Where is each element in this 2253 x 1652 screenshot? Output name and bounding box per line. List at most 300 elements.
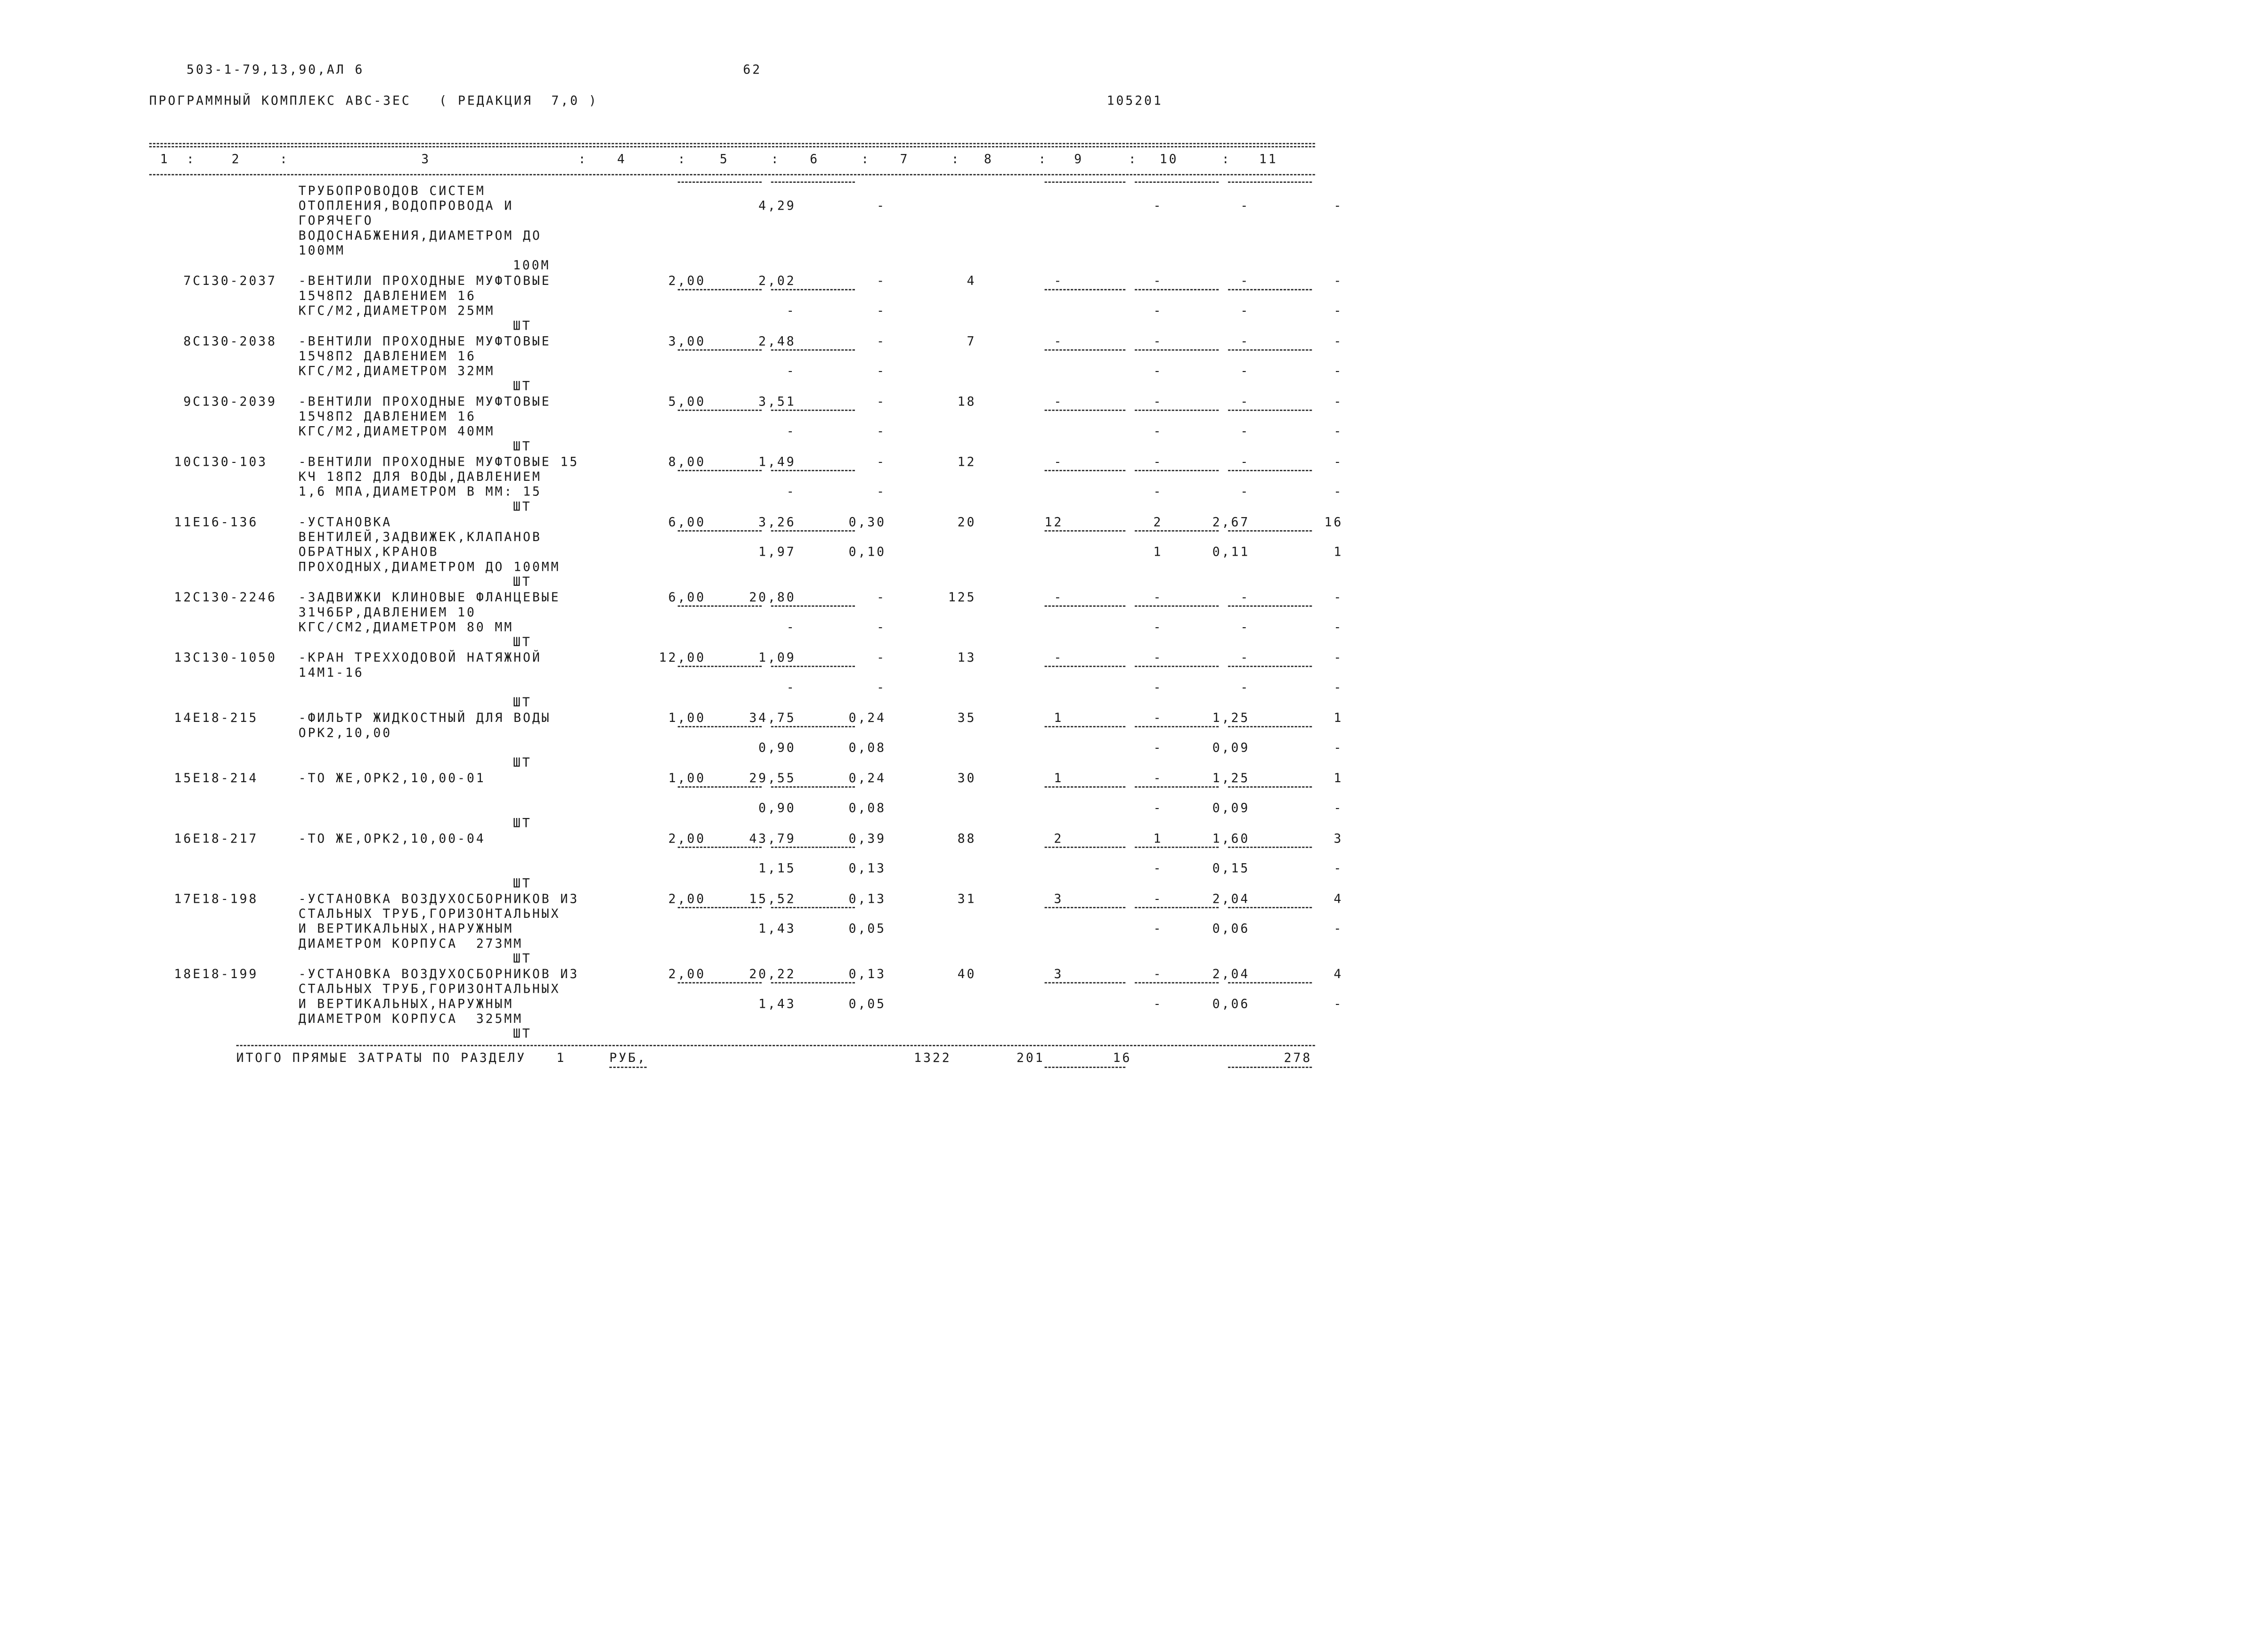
sub-rule bbox=[1045, 410, 1126, 411]
value-c10: 2,67 bbox=[1212, 515, 1250, 529]
value-c5: 43,79 bbox=[749, 831, 796, 846]
value-c6-second: 0,13 bbox=[848, 861, 887, 876]
value-c9-second: - bbox=[1153, 801, 1163, 816]
row-description-line: 15Ч8П2 ДАВЛЕНИЕМ 16 bbox=[298, 289, 476, 303]
row-description-line: ГОРЯЧЕГО bbox=[298, 213, 374, 228]
value-c11: - bbox=[1334, 198, 1343, 213]
column-header-2: 2 bbox=[231, 152, 241, 167]
sub-rule bbox=[1135, 907, 1219, 908]
value-c11: - bbox=[1334, 334, 1343, 348]
value-c11-second: - bbox=[1334, 740, 1343, 755]
value-c4: 5,00 bbox=[668, 394, 706, 409]
value-c10-second: 0,15 bbox=[1212, 861, 1250, 876]
column-header-4: 4 bbox=[617, 152, 626, 167]
sub-rule bbox=[1045, 530, 1126, 532]
column-header-10: 10 bbox=[1159, 152, 1179, 167]
value-c6-second: - bbox=[877, 680, 887, 695]
sub-rule bbox=[771, 786, 855, 788]
row-number: 7 bbox=[183, 274, 193, 288]
value-c5: 2,48 bbox=[758, 334, 796, 348]
value-c5-second: - bbox=[786, 303, 796, 318]
total-c7: 1322 bbox=[914, 1051, 952, 1065]
value-c10-second: - bbox=[1240, 680, 1250, 695]
value-c8: - bbox=[1054, 274, 1064, 288]
row-description-line: СТАЛЬНЫХ ТРУБ,ГОРИЗОНТАЛЬНЫХ bbox=[298, 907, 561, 921]
row-description-line: ДИАМЕТРОМ КОРПУСА 325ММ bbox=[298, 1012, 523, 1026]
value-c6-second: 0,10 bbox=[848, 544, 887, 559]
program-title: ПРОГРАММНЫЙ КОМПЛЕКС АВС-3ЕС ( РЕДАКЦИЯ 7,0 ) bbox=[149, 93, 598, 108]
row-number: 8 bbox=[183, 334, 193, 348]
value-c10: - bbox=[1240, 650, 1250, 665]
unit-label: ШТ bbox=[513, 1026, 532, 1041]
value-c10-second: 0,09 bbox=[1212, 740, 1250, 755]
value-c10: - bbox=[1240, 334, 1250, 348]
value-c4: 1,00 bbox=[668, 711, 706, 725]
total-rule bbox=[236, 1045, 1315, 1046]
row-description-line: -УСТАНОВКА bbox=[298, 515, 392, 529]
column-separator: : bbox=[187, 152, 196, 167]
value-c10: 1,25 bbox=[1212, 711, 1250, 725]
row-number: 15 bbox=[174, 771, 193, 786]
row-code: С130-103 bbox=[193, 454, 268, 469]
column-header-5: 5 bbox=[719, 152, 729, 167]
row-code: Е16-136 bbox=[193, 515, 259, 529]
unit-label: ШТ bbox=[513, 499, 532, 514]
value-c5: 3,51 bbox=[758, 394, 796, 409]
value-c10: - bbox=[1240, 198, 1250, 213]
column-header-1: 1 bbox=[160, 152, 170, 167]
row-description-line: -ВЕНТИЛИ ПРОХОДНЫЕ МУФТОВЫЕ bbox=[298, 334, 551, 348]
row-number: 12 bbox=[174, 590, 193, 605]
row-description-line: 15Ч8П2 ДАВЛЕНИЕМ 16 bbox=[298, 349, 476, 364]
unit-label: ШТ bbox=[513, 951, 532, 966]
row-description-line: -ТО ЖЕ,ОРК2,10,00-04 bbox=[298, 831, 486, 846]
sub-rule bbox=[771, 349, 855, 351]
value-c9-second: 1 bbox=[1153, 544, 1163, 559]
sub-rule bbox=[1045, 606, 1126, 607]
row-description-line: 15Ч8П2 ДАВЛЕНИЕМ 16 bbox=[298, 409, 476, 424]
value-c10-second: 0,06 bbox=[1212, 996, 1250, 1011]
unit-label: ШТ bbox=[513, 876, 532, 891]
value-c9: - bbox=[1153, 650, 1163, 665]
sub-rule bbox=[678, 181, 762, 183]
value-c11-second: - bbox=[1334, 424, 1343, 439]
value-c7: 18 bbox=[957, 394, 976, 409]
sub-rule bbox=[1135, 470, 1219, 471]
row-code: Е18-198 bbox=[193, 891, 259, 906]
sub-rule bbox=[1135, 982, 1219, 984]
row-description-line: ОБРАТНЫХ,КРАНОВ bbox=[298, 544, 439, 559]
value-c9-second: - bbox=[1153, 620, 1163, 635]
value-c5: 3,26 bbox=[758, 515, 796, 529]
sub-rule bbox=[678, 470, 762, 471]
value-c6-second: 0,08 bbox=[848, 740, 887, 755]
row-number: 13 bbox=[174, 650, 193, 665]
value-c11: - bbox=[1334, 590, 1343, 605]
value-c6-second: 0,08 bbox=[848, 801, 887, 816]
sub-rule bbox=[678, 847, 762, 848]
row-description-line: -УСТАНОВКА ВОЗДУХОСБОРНИКОВ ИЗ bbox=[298, 967, 579, 981]
value-c8: 1 bbox=[1054, 711, 1064, 725]
row-number: 18 bbox=[174, 967, 193, 981]
value-c11-second: 1 bbox=[1334, 544, 1343, 559]
total-underline bbox=[1045, 1067, 1126, 1068]
value-c9: - bbox=[1153, 771, 1163, 786]
row-code: Е18-217 bbox=[193, 831, 259, 846]
value-c10: - bbox=[1240, 394, 1250, 409]
row-description-line: СТАЛЬНЫХ ТРУБ,ГОРИЗОНТАЛЬНЫХ bbox=[298, 981, 561, 996]
value-c6-second: 0,05 bbox=[848, 921, 887, 936]
column-separator: : bbox=[1221, 152, 1231, 167]
value-c9: - bbox=[1153, 967, 1163, 981]
total-c8: 201 bbox=[1017, 1051, 1045, 1065]
sub-rule bbox=[678, 289, 762, 291]
value-c10-second: - bbox=[1240, 484, 1250, 499]
row-description-line: КГС/М2,ДИАМЕТРОМ 25ММ bbox=[298, 303, 495, 318]
value-c8: 3 bbox=[1054, 967, 1064, 981]
value-c5: 34,75 bbox=[749, 711, 796, 725]
row-description-line: -ВЕНТИЛИ ПРОХОДНЫЕ МУФТОВЫЕ bbox=[298, 274, 551, 288]
value-c11: - bbox=[1334, 274, 1343, 288]
value-c6: 0,13 bbox=[848, 967, 887, 981]
value-c9-second: - bbox=[1153, 484, 1163, 499]
sub-rule bbox=[771, 907, 855, 908]
value-c4: 12,00 bbox=[659, 650, 706, 665]
column-separator: : bbox=[861, 152, 871, 167]
value-c9: - bbox=[1153, 334, 1163, 348]
unit-label: ШТ bbox=[513, 379, 532, 393]
value-c6-second: - bbox=[877, 424, 887, 439]
row-code: С130-2037 bbox=[193, 274, 277, 288]
row-description-line: -УСТАНОВКА ВОЗДУХОСБОРНИКОВ ИЗ bbox=[298, 891, 579, 906]
row-code: С130-1050 bbox=[193, 650, 277, 665]
sub-rule bbox=[1135, 530, 1219, 532]
value-c5-second: 1,97 bbox=[758, 544, 796, 559]
value-c6-second: - bbox=[877, 484, 887, 499]
sub-rule bbox=[1135, 606, 1219, 607]
sub-rule bbox=[1045, 666, 1126, 667]
column-separator: : bbox=[578, 152, 588, 167]
row-description-line: ОРК2,10,00 bbox=[298, 726, 392, 740]
column-separator: : bbox=[771, 152, 781, 167]
row-description-line: -ЗАДВИЖКИ КЛИНОВЫЕ ФЛАНЦЕВЫЕ bbox=[298, 590, 561, 605]
sub-rule bbox=[1135, 726, 1219, 728]
value-c5: 29,55 bbox=[749, 771, 796, 786]
value-c6: - bbox=[877, 274, 887, 288]
sub-rule bbox=[1228, 606, 1312, 607]
value-c5-second: - bbox=[786, 620, 796, 635]
sub-rule bbox=[1228, 349, 1312, 351]
unit-label: ШТ bbox=[513, 575, 532, 589]
sub-rule bbox=[1135, 349, 1219, 351]
sub-rule bbox=[678, 907, 762, 908]
total-label: ИТОГО ПРЯМЫЕ ЗАТРАТЫ ПО РАЗДЕЛУ bbox=[236, 1051, 527, 1065]
value-c6-second: 0,05 bbox=[848, 996, 887, 1011]
row-description-line: 31Ч6БР,ДАВЛЕНИЕМ 10 bbox=[298, 605, 476, 620]
value-c6-second: - bbox=[877, 620, 887, 635]
unit-label: ШТ bbox=[513, 439, 532, 453]
unit-label: ШТ bbox=[513, 695, 532, 710]
value-c7: 31 bbox=[957, 891, 976, 906]
sub-rule bbox=[771, 181, 855, 183]
value-c7: 12 bbox=[957, 454, 976, 469]
value-c9: - bbox=[1153, 590, 1163, 605]
value-c7: 125 bbox=[948, 590, 976, 605]
value-c7: 35 bbox=[957, 711, 976, 725]
value-c11: - bbox=[1334, 394, 1343, 409]
value-c4: 2,00 bbox=[668, 831, 706, 846]
value-c11: - bbox=[1334, 650, 1343, 665]
value-c10: 2,04 bbox=[1212, 967, 1250, 981]
value-c4: 2,00 bbox=[668, 967, 706, 981]
value-c6: - bbox=[877, 650, 887, 665]
column-separator: : bbox=[951, 152, 961, 167]
header-rule-bottom bbox=[149, 174, 1315, 176]
value-c11: 3 bbox=[1334, 831, 1343, 846]
value-c4: 6,00 bbox=[668, 515, 706, 529]
value-c9: - bbox=[1153, 394, 1163, 409]
value-c10: 1,25 bbox=[1212, 771, 1250, 786]
doc-code: 503-1-79,13,90,АЛ 6 bbox=[187, 62, 365, 77]
value-c9-second: - bbox=[1153, 996, 1163, 1011]
sub-rule bbox=[771, 982, 855, 984]
row-description-line: 100ММ bbox=[298, 243, 345, 258]
sub-rule bbox=[771, 847, 855, 848]
sub-rule bbox=[1045, 786, 1126, 788]
column-separator: : bbox=[1038, 152, 1048, 167]
sub-rule bbox=[1228, 847, 1312, 848]
sub-rule bbox=[1045, 982, 1126, 984]
value-c5-second: - bbox=[786, 364, 796, 379]
sub-rule bbox=[1228, 289, 1312, 291]
column-separator: : bbox=[677, 152, 687, 167]
value-c9-second: - bbox=[1153, 680, 1163, 695]
sub-rule bbox=[1228, 410, 1312, 411]
value-c4: 8,00 bbox=[668, 454, 706, 469]
value-c6: - bbox=[877, 454, 887, 469]
value-c5-second: - bbox=[786, 484, 796, 499]
value-c9: - bbox=[1153, 454, 1163, 469]
value-c5-second: 1,15 bbox=[758, 861, 796, 876]
column-separator: : bbox=[1128, 152, 1138, 167]
sub-rule bbox=[1228, 181, 1312, 183]
value-c10: - bbox=[1240, 274, 1250, 288]
row-description-line: ОТОПЛЕНИЯ,ВОДОПРОВОДА И bbox=[298, 198, 514, 213]
header-rule-top-2 bbox=[149, 146, 1315, 147]
value-c10-second: - bbox=[1240, 424, 1250, 439]
sub-rule bbox=[771, 470, 855, 471]
value-c5-second: 1,43 bbox=[758, 921, 796, 936]
sub-rule bbox=[771, 666, 855, 667]
row-description-line: 14М1-16 bbox=[298, 665, 364, 680]
value-c10: 1,60 bbox=[1212, 831, 1250, 846]
row-description-line: ВЕНТИЛЕЙ,ЗАДВИЖЕК,КЛАПАНОВ bbox=[298, 530, 542, 544]
column-separator: : bbox=[280, 152, 289, 167]
unit-label: ШТ bbox=[513, 318, 532, 333]
row-description-line: 1,6 МПА,ДИАМЕТРОМ В ММ: 15 bbox=[298, 484, 542, 499]
sub-rule bbox=[1228, 726, 1312, 728]
sub-rule bbox=[1135, 786, 1219, 788]
sub-rule bbox=[771, 726, 855, 728]
total-currency: РУБ, bbox=[609, 1051, 647, 1065]
value-c7: 88 bbox=[957, 831, 976, 846]
value-c4: 2,00 bbox=[668, 274, 706, 288]
column-header-9: 9 bbox=[1074, 152, 1084, 167]
value-c5: 20,22 bbox=[749, 967, 796, 981]
column-header-7: 7 bbox=[900, 152, 910, 167]
value-c6: 0,13 bbox=[848, 891, 887, 906]
row-description-line: КЧ 18П2 ДЛЯ ВОДЫ,ДАВЛЕНИЕМ bbox=[298, 470, 542, 484]
value-c4: 1,00 bbox=[668, 771, 706, 786]
value-c5-second: 0,90 bbox=[758, 801, 796, 816]
value-c9-second: - bbox=[1153, 364, 1163, 379]
value-c11: 1 bbox=[1334, 711, 1343, 725]
value-c6: 0,30 bbox=[848, 515, 887, 529]
sub-rule bbox=[1045, 349, 1126, 351]
sub-rule bbox=[1228, 470, 1312, 471]
value-c10-second: 0,11 bbox=[1212, 544, 1250, 559]
row-code: Е18-214 bbox=[193, 771, 259, 786]
row-description-line: -ВЕНТИЛИ ПРОХОДНЫЕ МУФТОВЫЕ 15 bbox=[298, 454, 579, 469]
row-code: С130-2038 bbox=[193, 334, 277, 348]
value-c8: 2 bbox=[1054, 831, 1064, 846]
value-c8: - bbox=[1054, 334, 1064, 348]
sub-rule bbox=[1228, 982, 1312, 984]
sub-rule bbox=[771, 289, 855, 291]
row-description-line: -ТО ЖЕ,ОРК2,10,00-01 bbox=[298, 771, 486, 786]
row-code: Е18-215 bbox=[193, 711, 259, 725]
value-c10-second: - bbox=[1240, 303, 1250, 318]
value-c11: - bbox=[1334, 454, 1343, 469]
value-c6-second: - bbox=[877, 364, 887, 379]
value-c4: 3,00 bbox=[668, 334, 706, 348]
row-description-line: КГС/М2,ДИАМЕТРОМ 32ММ bbox=[298, 364, 495, 379]
sub-rule bbox=[1045, 726, 1126, 728]
value-c11-second: - bbox=[1334, 680, 1343, 695]
unit-label: ШТ bbox=[513, 635, 532, 649]
value-c11-second: - bbox=[1334, 620, 1343, 635]
row-number: 16 bbox=[174, 831, 193, 846]
value-c5: 15,52 bbox=[749, 891, 796, 906]
sub-rule bbox=[678, 786, 762, 788]
value-c7: 40 bbox=[957, 967, 976, 981]
row-description-line: -ВЕНТИЛИ ПРОХОДНЫЕ МУФТОВЫЕ bbox=[298, 394, 551, 409]
sub-rule bbox=[1045, 847, 1126, 848]
total-section: 1 bbox=[556, 1051, 566, 1065]
row-description-line: ПРОХОДНЫХ,ДИАМЕТРОМ ДО 100ММ bbox=[298, 559, 561, 575]
sub-rule bbox=[771, 530, 855, 532]
row-description-line: КГС/М2,ДИАМЕТРОМ 40ММ bbox=[298, 424, 495, 439]
value-c10-second: 0,06 bbox=[1212, 921, 1250, 936]
value-c11-second: - bbox=[1334, 484, 1343, 499]
value-c5: 20,80 bbox=[749, 590, 796, 605]
sub-rule bbox=[678, 349, 762, 351]
sub-rule bbox=[678, 530, 762, 532]
value-c5-second: - bbox=[786, 424, 796, 439]
value-c5: 4,29 bbox=[758, 198, 796, 213]
sub-rule bbox=[1135, 289, 1219, 291]
column-header-3: 3 bbox=[421, 152, 431, 167]
row-description-line: ТРУБОПРОВОДОВ СИСТЕМ bbox=[298, 184, 486, 198]
value-c10-second: 0,09 bbox=[1212, 801, 1250, 816]
row-description-line: ДИАМЕТРОМ КОРПУСА 273ММ bbox=[298, 936, 523, 951]
value-c7: 4 bbox=[967, 274, 976, 288]
value-c9: 2 bbox=[1153, 515, 1163, 529]
total-underline bbox=[1228, 1067, 1312, 1068]
value-c9-second: - bbox=[1153, 303, 1163, 318]
value-c6: 0,24 bbox=[848, 771, 887, 786]
row-number: 14 bbox=[174, 711, 193, 725]
value-c10: - bbox=[1240, 590, 1250, 605]
unit-label: ШТ bbox=[513, 816, 532, 830]
value-c10: - bbox=[1240, 454, 1250, 469]
value-c4: 6,00 bbox=[668, 590, 706, 605]
row-number: 17 bbox=[174, 891, 193, 906]
column-header-6: 6 bbox=[810, 152, 820, 167]
unit-label: 100М bbox=[513, 258, 551, 273]
value-c6: - bbox=[877, 590, 887, 605]
value-c7: 13 bbox=[957, 650, 976, 665]
value-c9: - bbox=[1153, 711, 1163, 725]
value-c8: - bbox=[1054, 394, 1064, 409]
sub-rule bbox=[1135, 410, 1219, 411]
sub-rule bbox=[1135, 666, 1219, 667]
value-c11-second: - bbox=[1334, 861, 1343, 876]
doc-number: 105201 bbox=[1106, 93, 1163, 108]
value-c6-second: - bbox=[877, 303, 887, 318]
value-c8: 3 bbox=[1054, 891, 1064, 906]
sub-rule bbox=[678, 410, 762, 411]
row-number: 11 bbox=[174, 515, 193, 529]
sub-rule bbox=[1045, 470, 1126, 471]
value-c5-second: 0,90 bbox=[758, 740, 796, 755]
value-c9-second: - bbox=[1153, 740, 1163, 755]
value-c11-second: - bbox=[1334, 801, 1343, 816]
row-code: С130-2039 bbox=[193, 394, 277, 409]
header-rule-top bbox=[149, 143, 1315, 145]
sub-rule bbox=[771, 410, 855, 411]
value-c10-second: - bbox=[1240, 364, 1250, 379]
row-description-line: И ВЕРТИКАЛЬНЫХ,НАРУЖНЫМ bbox=[298, 921, 514, 936]
value-c6: - bbox=[877, 198, 887, 213]
row-description-line: -КРАН ТРЕХХОДОВОЙ НАТЯЖНОЙ bbox=[298, 650, 542, 665]
row-description-line: И ВЕРТИКАЛЬНЫХ,НАРУЖНЫМ bbox=[298, 996, 514, 1011]
sub-rule bbox=[1135, 181, 1219, 183]
row-number: 10 bbox=[174, 454, 193, 469]
value-c9-second: - bbox=[1153, 921, 1163, 936]
value-c11-second: - bbox=[1334, 364, 1343, 379]
value-c9-second: - bbox=[1153, 861, 1163, 876]
unit-label: ШТ bbox=[513, 755, 532, 770]
sub-rule bbox=[1045, 907, 1126, 908]
sub-rule bbox=[678, 606, 762, 607]
row-number: 9 bbox=[183, 394, 193, 409]
value-c11-second: - bbox=[1334, 921, 1343, 936]
sub-rule bbox=[1228, 530, 1312, 532]
sub-rule bbox=[1045, 289, 1126, 291]
value-c6: - bbox=[877, 334, 887, 348]
sub-rule bbox=[1228, 907, 1312, 908]
sub-rule bbox=[1228, 786, 1312, 788]
value-c8: - bbox=[1054, 650, 1064, 665]
column-header-8: 8 bbox=[984, 152, 993, 167]
row-description-line: КГС/СМ2,ДИАМЕТРОМ 80 ММ bbox=[298, 620, 514, 635]
row-description-line: -ФИЛЬТР ЖИДКОСТНЫЙ ДЛЯ ВОДЫ bbox=[298, 711, 551, 725]
sub-rule bbox=[1135, 847, 1219, 848]
value-c8: - bbox=[1054, 590, 1064, 605]
sub-rule bbox=[678, 666, 762, 667]
value-c4: 2,00 bbox=[668, 891, 706, 906]
